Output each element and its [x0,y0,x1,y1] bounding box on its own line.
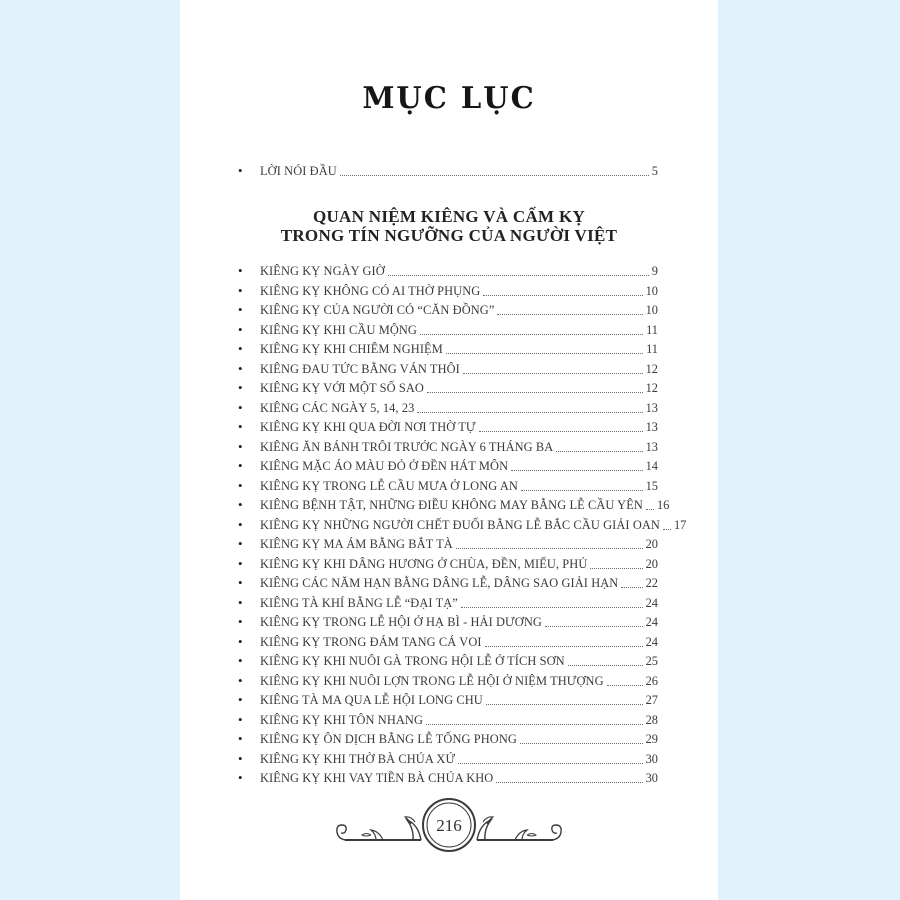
toc-item-label: KIÊNG KỴ VỚI MỘT SỐ SAO [260,381,424,395]
toc-row [180,768,718,788]
section-heading [180,207,718,245]
toc-item-page-number: 29 [645,732,658,746]
dot-leader [417,412,642,413]
toc-row [180,475,718,495]
bullet-icon [238,438,260,456]
section-heading-line2: TRONG TÍN NGƯỠNG CỦA NGƯỜI VIỆT [280,225,618,245]
toc-item-page-number: 12 [645,381,658,395]
dot-leader [483,295,642,296]
dot-leader [511,470,642,471]
toc-item-label: KIÊNG KỴ KHÔNG CÓ AI THỜ PHỤNG [260,283,481,298]
toc-row [180,280,718,300]
dot-leader [497,314,642,315]
toc-item-page-number: 11 [646,342,658,356]
bullet-icon [238,457,260,475]
toc-item-page-number: 12 [645,361,658,376]
toc-row [180,300,718,320]
dot-leader [486,704,643,705]
toc-intro-row [180,160,718,180]
toc-item-page-number: 22 [645,576,658,590]
dot-leader [426,724,643,725]
toc-row [180,651,718,671]
page-footer [180,794,718,865]
toc-row [180,592,718,612]
toc-item-label: KIÊNG CÁC NĂM HẠN BẰNG DÂNG LỄ, DÂNG SAO GIẢI HẠN [260,576,619,590]
toc-item-page-number: 24 [645,615,658,629]
toc-item-page-number: 17 [673,517,687,532]
bullet-icon [238,321,260,339]
toc-item-page-number: 13 [645,400,658,415]
toc-intro-label: LỜI NÓI ĐẦU [260,163,337,178]
toc-item-label: KIÊNG KỴ MA ÁM BẰNG BẮT TÀ [260,537,453,551]
toc-item-label: KIÊNG KỴ TRONG ĐÁM TANG CÁ VOI [260,634,482,649]
toc-item-page-number: 10 [645,303,658,317]
toc-list [180,261,718,788]
dot-leader [663,529,671,530]
toc-row [180,397,718,417]
toc-row [180,436,718,456]
toc-item-page-number: 14 [645,459,658,473]
dot-leader [607,685,643,686]
toc-item-label: KIÊNG KỴ KHI NUÔI LỢN TRONG LỄ HỘI Ở NIỆM THƯỢNG [260,673,604,688]
toc-row [180,339,718,359]
bullet-icon [238,633,260,651]
bullet-icon [238,262,260,280]
toc-item-label: KIÊNG TÀ KHÍ BẰNG LỄ “ĐẠI TẠ” [260,595,458,610]
toc-item-label: KIÊNG KỴ KHI NUÔI GÀ TRONG HỘI LỄ Ở TÍCH SƠN [260,654,565,668]
toc-row [180,534,718,554]
bullet-icon [238,162,260,180]
dot-leader [463,373,643,374]
bullet-icon [238,340,260,358]
toc-row [180,417,718,437]
dot-leader [521,490,643,491]
toc-row [180,495,718,515]
dot-leader [427,392,643,393]
bullet-icon [238,418,260,436]
bullet-icon [238,399,260,417]
bullet-icon [238,769,260,787]
dot-leader [485,646,643,647]
dot-leader [556,451,642,452]
toc-item-label: KIÊNG BỆNH TẬT, NHỮNG ĐIỀU KHÔNG MAY BẰNG LỄ CẦU YÊN [260,498,643,512]
dot-leader [520,743,643,744]
toc-item-label: KIÊNG KỴ KHI CẦU MỘNG [260,322,417,337]
toc-intro-page-number: 5 [651,163,658,178]
toc-row [180,378,718,398]
bullet-icon [238,496,260,514]
bullet-icon [238,672,260,690]
bullet-icon [238,516,260,534]
toc-item-label: KIÊNG KỴ CỦA NGƯỜI CÓ “CĂN ĐỒNG” [260,303,495,317]
toc-item-label: KIÊNG KỴ NHỮNG NGƯỜI CHẾT ĐUỐI BẰNG LỄ BẮC CẦU GIẢI OAN [260,517,660,532]
toc-item-label: KIÊNG KỴ TRONG LỄ HỘI Ở HẠ BÌ - HẢI DƯƠNG [260,615,542,629]
dot-leader [496,782,642,783]
dot-leader [456,548,643,549]
bullet-icon [238,477,260,495]
dot-leader [568,665,643,666]
toc-row [180,261,718,281]
toc-item-page-number: 30 [645,751,658,766]
toc-item-page-number: 24 [645,595,658,610]
toc-item-page-number: 28 [645,712,658,727]
toc-row [180,612,718,632]
toc-item-label: KIÊNG MẶC ÁO MÀU ĐỎ Ở ĐỀN HÁT MÔN [260,459,509,473]
toc-item-page-number: 16 [656,498,670,512]
toc-item-label: KIÊNG ĂN BÁNH TRÔI TRƯỚC NGÀY 6 THÁNG BA [260,439,554,454]
toc-row [180,456,718,476]
toc-item-page-number: 20 [645,556,658,571]
toc-item-label: KIÊNG KỴ ÔN DỊCH BẰNG LỄ TỐNG PHONG [260,732,517,746]
bullet-icon [238,360,260,378]
toc-item-label: KIÊNG ĐAU TỨC BẰNG VÁN THÔI [260,361,460,376]
bullet-icon [238,282,260,300]
toc-item-page-number: 20 [645,537,658,551]
toc-item-page-number: 26 [645,673,658,688]
dot-leader [479,431,643,432]
footer-ornament [331,794,567,860]
bullet-icon [238,613,260,631]
toc-item-page-number: 27 [645,693,658,707]
toc-row [180,729,718,749]
bullet-icon [238,691,260,709]
dot-leader [621,587,642,588]
dot-leader [545,626,643,627]
toc-row [180,573,718,593]
toc-item-page-number: 15 [645,478,658,493]
toc-item-page-number: 10 [645,283,658,298]
bullet-icon [238,301,260,319]
book-page-number: 216 [436,816,462,835]
bullet-icon [238,574,260,592]
dot-leader [461,607,643,608]
bullet-icon [238,730,260,748]
toc-item-label: KIÊNG CÁC NGÀY 5, 14, 23 [260,400,415,415]
toc-row [180,358,718,378]
toc-item-label: KIÊNG KỴ KHI QUA ĐỜI NƠI THỜ TỰ [260,420,476,434]
toc-item-label: KIÊNG KỴ NGÀY GIỜ [260,264,385,278]
section-heading-line1: QUAN NIỆM KIÊNG VÀ CẤM KỴ [312,206,586,226]
toc-row [180,553,718,573]
toc-row [180,748,718,768]
toc-item-label: KIÊNG KỴ KHI TÔN NHANG [260,712,424,727]
toc-item-label: KIÊNG KỴ KHI DÂNG HƯƠNG Ở CHÙA, ĐỀN, MIẾU, PHỦ [260,556,588,571]
toc-row [180,514,718,534]
dot-leader [590,568,642,569]
toc-item-page-number: 9 [651,264,658,278]
dot-leader [388,275,649,276]
toc-row [180,319,718,339]
bullet-icon [238,535,260,553]
toc-item-label: KIÊNG KỴ KHI THỜ BÀ CHÚA XỨ [260,751,456,766]
dot-leader [446,353,643,354]
toc-item-label: KIÊNG KỴ TRONG LỄ CẦU MƯA Ở LONG AN [260,478,518,493]
toc-item-page-number: 13 [645,439,658,454]
toc-item-page-number: 24 [645,634,658,649]
dot-leader [420,334,643,335]
toc-row [180,631,718,651]
toc-item-page-number: 13 [645,420,658,434]
bullet-icon [238,750,260,768]
bullet-icon [238,555,260,573]
bullet-icon [238,711,260,729]
toc-page [180,0,718,900]
bullet-icon [238,379,260,397]
toc-row [180,709,718,729]
toc-item-page-number: 11 [646,322,658,337]
toc-item-page-number: 25 [645,654,658,668]
dot-leader [458,763,642,764]
toc-row [180,690,718,710]
toc-row [180,670,718,690]
dot-leader [340,175,649,176]
dot-leader [646,509,654,510]
toc-item-label: KIÊNG KỴ KHI VAY TIỀN BÀ CHÚA KHO [260,771,494,785]
toc-item-label: KIÊNG TÀ MA QUA LỄ HỘI LONG CHU [260,693,483,707]
bullet-icon [238,652,260,670]
bullet-icon [238,594,260,612]
page-title: MỤC LỤC [362,80,536,116]
toc-item-page-number: 30 [645,771,658,785]
toc-item-label: KIÊNG KỴ KHI CHIÊM NGHIỆM [260,342,443,356]
